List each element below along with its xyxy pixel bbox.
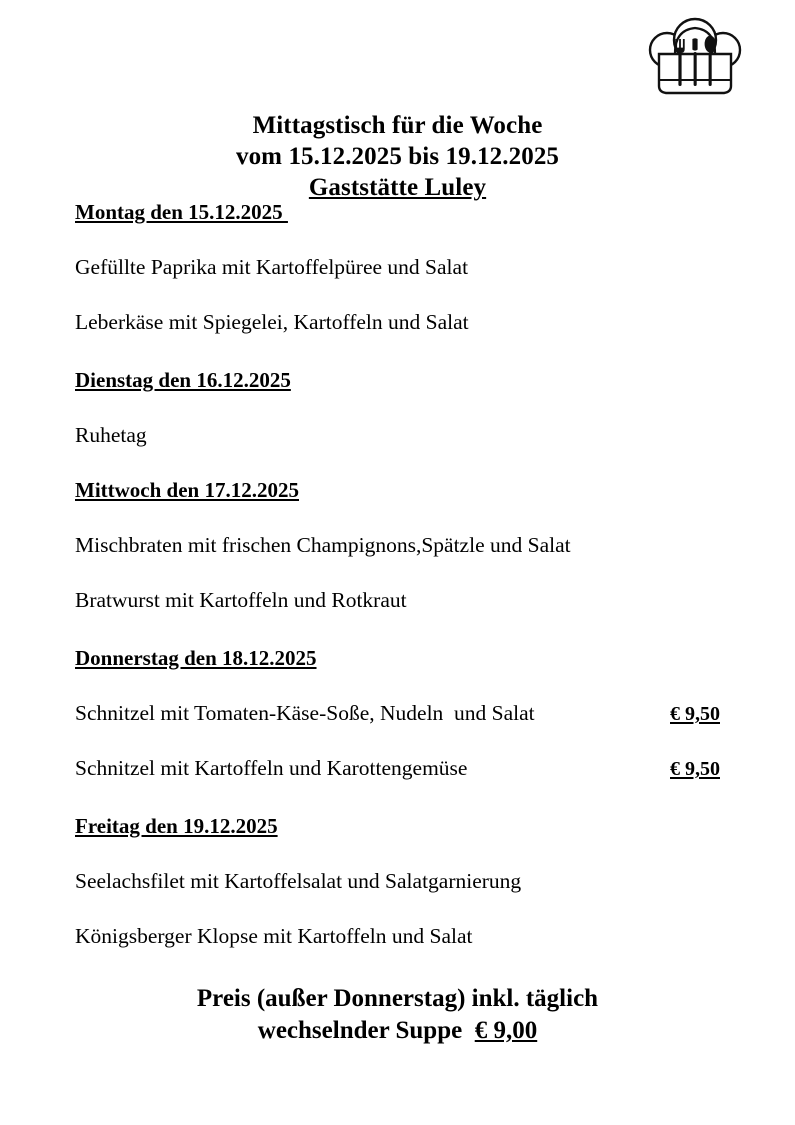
dish-name: Seelachsfilet mit Kartoffelsalat und Salatgarnierung [75, 869, 522, 893]
dish-name: Schnitzel mit Kartoffeln und Karottengemüse [75, 756, 468, 780]
dish-row [75, 422, 720, 448]
day-heading-montag: Montag den 15.12.2025 [75, 200, 288, 224]
dish-name: Gefüllte Paprika mit Kartoffelpüree und Salat [75, 255, 469, 279]
chef-hat-cutlery-logo [645, 14, 745, 104]
dish-row [75, 254, 720, 280]
dish-name: Ruhetag [75, 423, 147, 447]
day-heading-freitag: Freitag den 19.12.2025 [75, 814, 278, 838]
price-note-line1: Preis (außer Donnerstag) inkl. täglich [196, 985, 599, 1012]
dish-row [75, 309, 720, 335]
day-heading-donnerstag: Donnerstag den 18.12.2025 [75, 646, 317, 670]
dish-name: Mischbraten mit frischen Champignons,Spätzle und Salat [75, 533, 571, 557]
title-block [0, 110, 795, 203]
page-subtitle-daterange: vom 15.12.2025 bis 19.12.2025 [235, 143, 560, 170]
price-note [0, 983, 795, 1047]
dish-price: € 9,50 [670, 758, 720, 780]
dish-row [75, 755, 720, 781]
dish-row [75, 868, 720, 894]
price-note-amount: € 9,00 [474, 1017, 538, 1044]
dish-price: € 9,50 [670, 703, 720, 725]
dish-name: Königsberger Klopse mit Kartoffeln und Salat [75, 924, 473, 948]
dish-row [75, 923, 720, 949]
day-block-dienstag [75, 367, 720, 448]
day-block-mittwoch [75, 477, 720, 613]
dish-name: Schnitzel mit Tomaten-Käse-Soße, Nudeln und Salat [75, 701, 535, 725]
day-heading-mittwoch: Mittwoch den 17.12.2025 [75, 478, 299, 502]
day-block-donnerstag [75, 645, 720, 781]
dish-row [75, 700, 720, 726]
price-note-text: wechselnder Suppe [257, 1017, 475, 1044]
menu-body [75, 199, 720, 949]
dish-row [75, 532, 720, 558]
price-note-line2 [0, 1015, 795, 1047]
dish-name: Bratwurst mit Kartoffeln und Rotkraut [75, 588, 407, 612]
day-block-freitag [75, 813, 720, 949]
day-block-montag [75, 199, 720, 335]
day-heading-dienstag: Dienstag den 16.12.2025 [75, 368, 291, 392]
page-title: Mittagstisch für die Woche [252, 112, 543, 139]
dish-name: Leberkäse mit Spiegelei, Kartoffeln und Salat [75, 310, 469, 334]
dish-row [75, 587, 720, 613]
venue-name: Gaststätte Luley [308, 174, 487, 201]
